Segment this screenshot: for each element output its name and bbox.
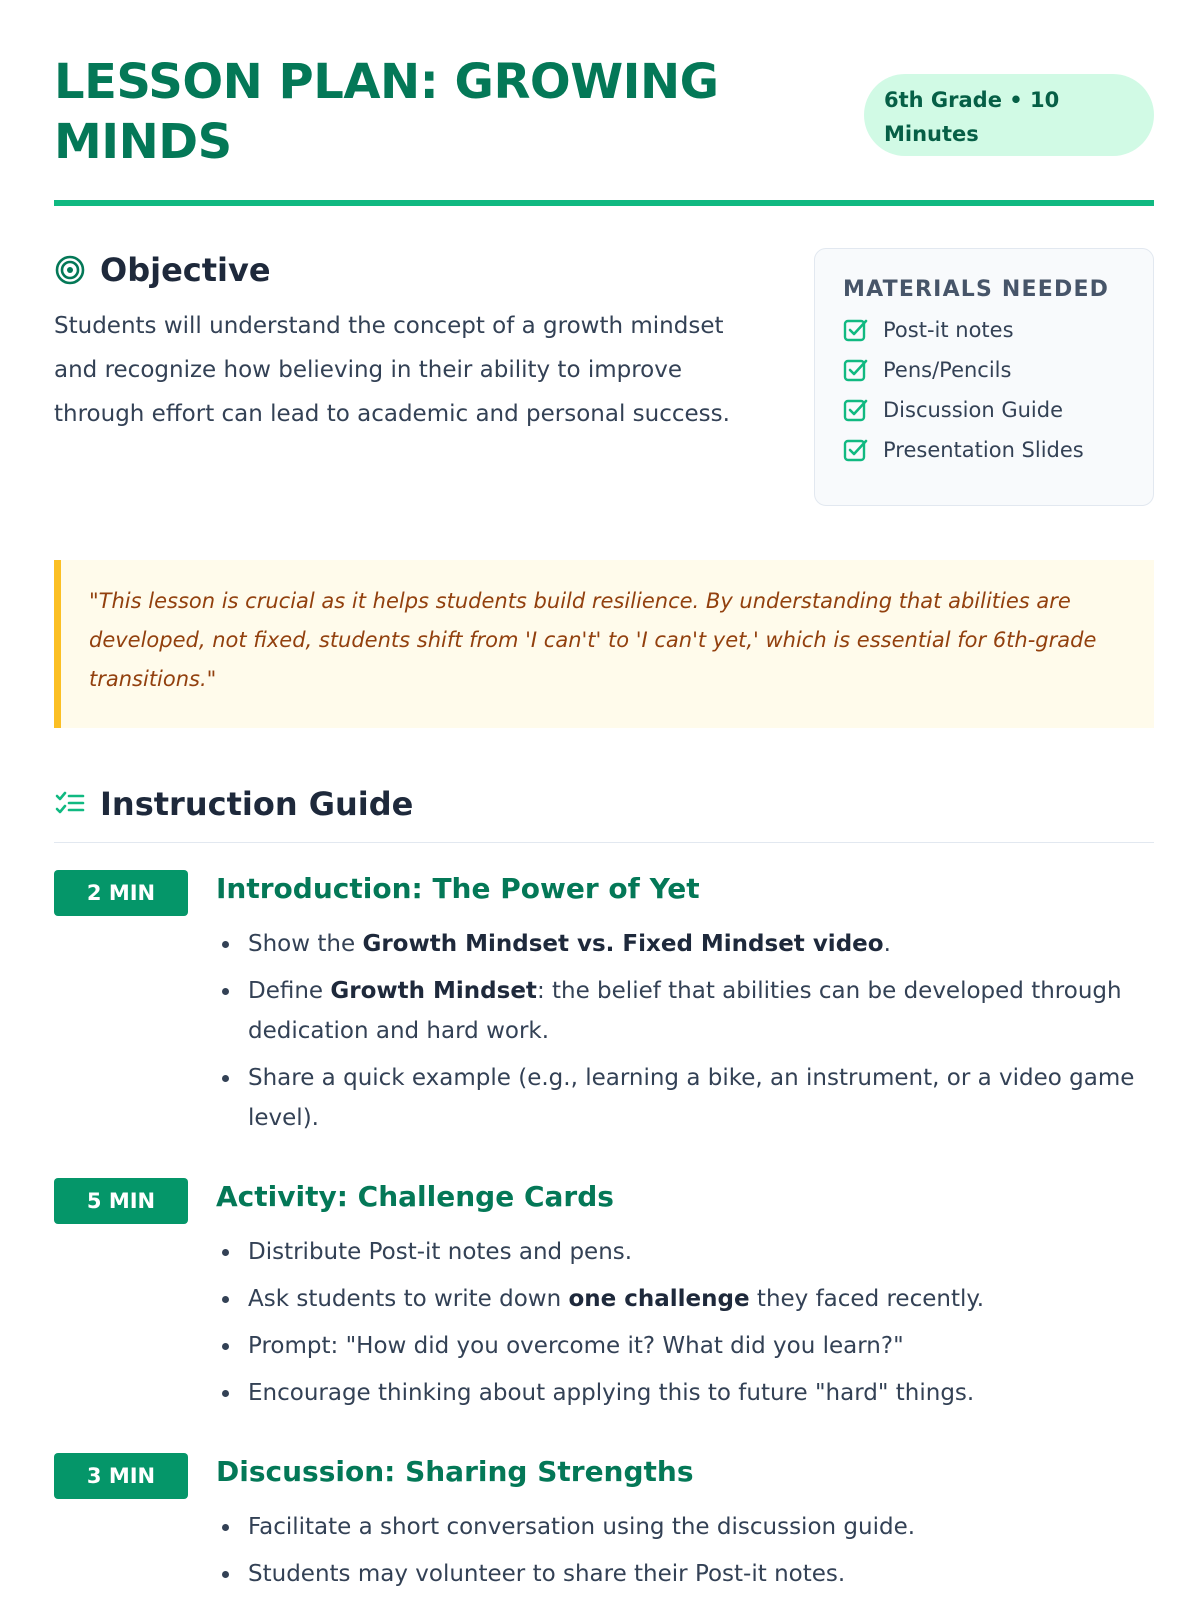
- duration-badge: 5 MIN: [54, 1178, 188, 1224]
- header: [54, 52, 1154, 202]
- grade-duration-badge: 6th Grade • 10 Minutes: [864, 74, 1154, 156]
- bullet-item: Facilitate a short conversation using the discussion guide.: [248, 1507, 1154, 1547]
- step-title: Introduction: The Power of Yet: [216, 872, 700, 905]
- checkbox-checked-icon: [843, 357, 869, 383]
- material-item: [843, 350, 1125, 390]
- material-label: Pens/Pencils: [883, 358, 1012, 382]
- bullet-item: Define Growth Mindset: the belief that abilities can be developed through dedication and hard work.: [248, 971, 1154, 1051]
- duration-badge: 2 MIN: [54, 870, 188, 916]
- step-bullets: [248, 1507, 1154, 1600]
- instruction-guide-heading-row: [54, 784, 1154, 824]
- target-icon: [54, 254, 86, 286]
- checkbox-checked-icon: [843, 397, 869, 423]
- materials-heading: MATERIALS NEEDED: [843, 277, 1110, 302]
- objective-heading-row: [54, 250, 774, 290]
- materials-card: [814, 248, 1154, 506]
- checkbox-checked-icon: [843, 437, 869, 463]
- bullet-item: Ask students to write down one challenge they faced recently.: [248, 1279, 1154, 1319]
- material-label: Post-it notes: [883, 318, 1014, 342]
- step-bullets: [248, 924, 1154, 1145]
- bullet-item: Students may volunteer to share their Post-it notes.: [248, 1554, 1154, 1594]
- objective-section: [54, 250, 774, 436]
- objective-heading: Objective: [100, 251, 271, 289]
- material-item: [843, 390, 1125, 430]
- bullet-item: Share a quick example (e.g., learning a bike, an instrument, or a video game level).: [248, 1058, 1154, 1138]
- duration-badge: 3 MIN: [54, 1453, 188, 1499]
- checkbox-checked-icon: [843, 317, 869, 343]
- header-divider: [54, 200, 1154, 206]
- material-label: Discussion Guide: [883, 398, 1064, 422]
- instruction-guide-heading: Instruction Guide: [100, 785, 414, 823]
- objective-text: Students will understand the concept of a growth mindset and recognize how believing in their ability to improve through effort can lead to academic and personal success.: [54, 313, 730, 427]
- bullet-item: Encourage thinking about applying this to future "hard" things.: [248, 1373, 1154, 1413]
- page-title: LESSON PLAN: GROWING MINDS: [54, 54, 719, 170]
- bullet-item: Distribute Post-it notes and pens.: [248, 1232, 1154, 1272]
- bullet-item: Prompt: "How did you overcome it? What did you learn?": [248, 1326, 1154, 1366]
- material-item: [843, 310, 1125, 350]
- rationale-quote: "This lesson is crucial as it helps students build resilience. By understanding that abilities are developed, not fixed, students shift from 'I can't' to 'I can't yet,' which is essential for 6th-grade transitions.": [54, 560, 1154, 728]
- guide-divider: [54, 842, 1154, 843]
- list-checks-icon: [54, 788, 86, 820]
- step-bullets: [248, 1232, 1154, 1420]
- material-label: Presentation Slides: [883, 438, 1084, 462]
- step-title: Discussion: Sharing Strengths: [216, 1455, 694, 1488]
- material-item: [843, 430, 1125, 470]
- bullet-item: Show the Growth Mindset vs. Fixed Mindset video.: [248, 924, 1154, 964]
- step-title: Activity: Challenge Cards: [216, 1180, 614, 1213]
